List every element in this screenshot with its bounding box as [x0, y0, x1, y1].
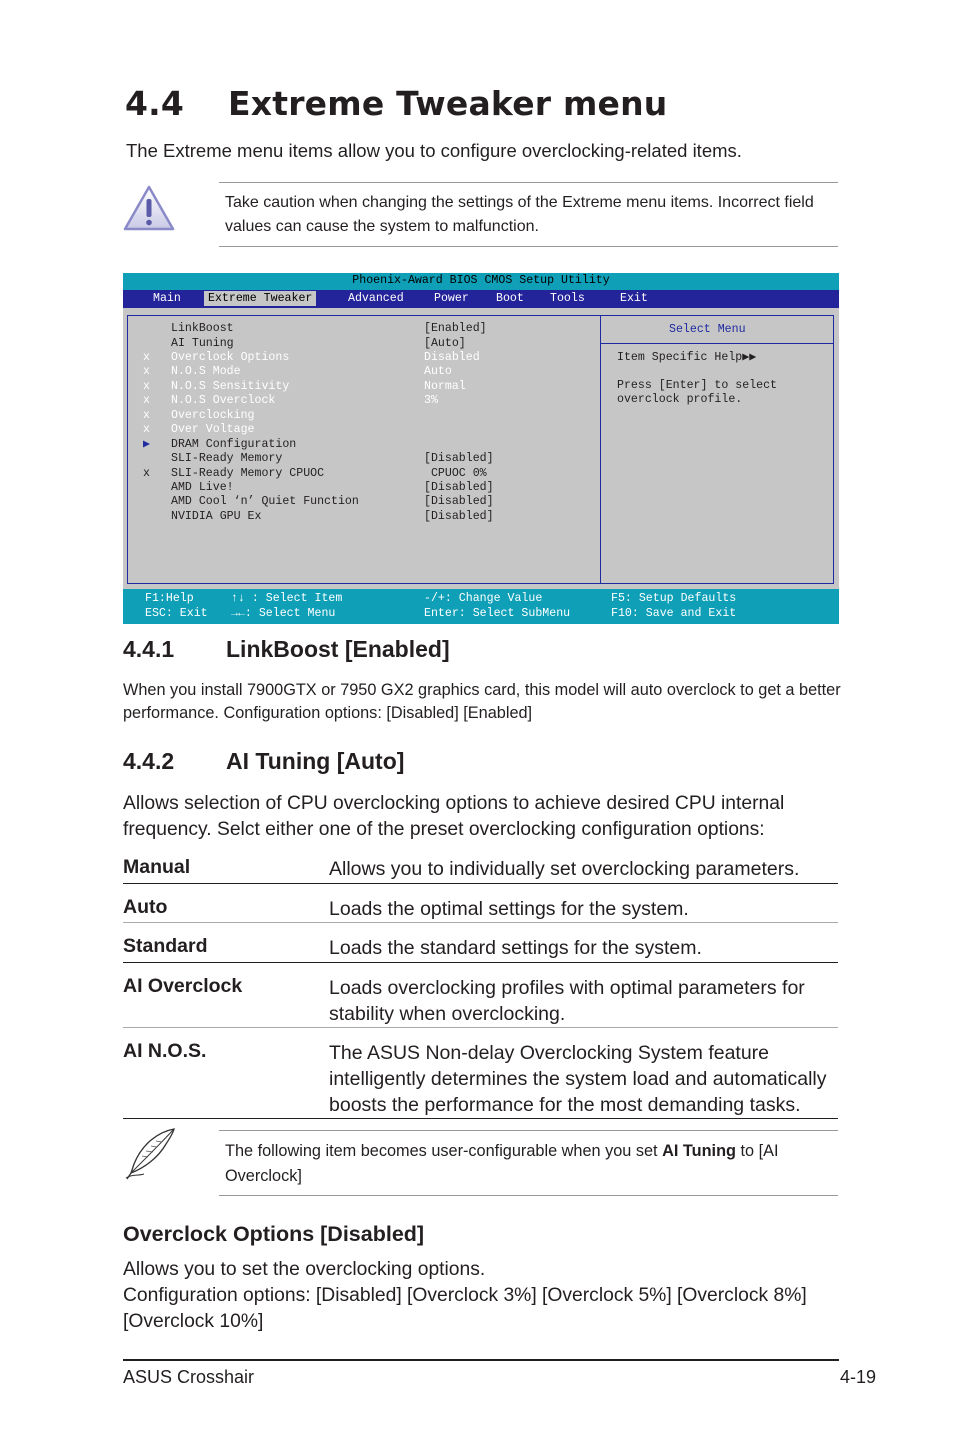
overclock-heading: Overclock Options [Disabled]: [123, 1222, 425, 1246]
note-text-bold: AI Tuning: [662, 1142, 736, 1160]
bios-menu-boot[interactable]: Boot: [496, 292, 524, 305]
bios-menu-advanced[interactable]: Advanced: [348, 292, 404, 305]
bios-item-label: Over Voltage: [171, 423, 255, 437]
section-title-text: Extreme Tweaker menu: [228, 84, 668, 123]
note-text-after: to [AI Overclock]: [225, 1142, 779, 1185]
subsection-442-number: 4.4.2: [123, 748, 175, 774]
subsection-441-number: 4.4.1: [123, 636, 175, 662]
option-row-manual: [123, 856, 838, 884]
bios-item-label[interactable]: AMD Cool ‘n’ Quiet Function: [171, 495, 359, 509]
bios-key-help: F1:Help: [145, 592, 194, 605]
bios-menu-exit[interactable]: Exit: [620, 292, 648, 305]
option-row-ai-overclock: [123, 975, 838, 1028]
bios-item-label: Overclock Options: [171, 350, 290, 364]
bios-divider: [600, 315, 601, 584]
bios-key-select-menu: →←: Select Menu: [231, 607, 336, 620]
footer-product: ASUS Crosshair: [123, 1367, 255, 1387]
bios-key-save-exit: F10: Save and Exit: [611, 607, 737, 620]
bios-screen: [123, 273, 839, 624]
bios-item-value[interactable]: [Disabled]: [424, 452, 494, 465]
bios-item-mark: x: [143, 423, 150, 437]
option-desc: Loads the standard settings for the system.: [329, 937, 702, 959]
bios-help-title: Select Menu: [669, 323, 746, 336]
bios-item-mark: x: [143, 466, 150, 480]
note-text-before: The following item becomes user-configurable when you set: [225, 1142, 663, 1160]
option-desc: Loads the optimal settings for the system.: [329, 898, 689, 920]
bios-item-value[interactable]: [Enabled]: [424, 322, 487, 335]
section-number: 4.4: [125, 84, 185, 123]
bios-item-value[interactable]: [Disabled]: [424, 509, 494, 523]
option-key: Manual: [123, 856, 191, 878]
feather-pen-icon: [122, 1126, 178, 1182]
bios-item-value[interactable]: CPUOC 0%: [424, 466, 487, 480]
bios-help-rule: [601, 343, 833, 344]
bios-item-mark: x: [143, 394, 150, 408]
bios-item-mark: x: [143, 379, 150, 393]
bios-item-label[interactable]: AI Tuning: [171, 336, 234, 350]
bios-item-mark: x: [143, 350, 150, 364]
bios-item-value[interactable]: [Auto]: [424, 336, 466, 350]
subsection-442-text: Allows selection of CPU overclocking options to achieve desired CPU internal frequency. Selct either one of the preset overclocking configuration options:: [123, 793, 785, 840]
bios-menu-extreme-tweaker[interactable]: Extreme Tweaker: [204, 291, 316, 306]
option-desc: The ASUS Non-delay Overclocking System feature intelligently determines the system load and automatically boosts the performance for the most demanding tasks.: [329, 1042, 827, 1116]
bios-item-label[interactable]: DRAM Configuration: [171, 437, 297, 451]
bios-footer: [123, 589, 839, 624]
bios-help-line-1: Item Specific Help▶▶: [617, 351, 757, 364]
subsection-442-heading: [123, 748, 404, 775]
bios-key-esc: ESC: Exit: [145, 607, 208, 620]
bios-key-submenu: Enter: Select SubMenu: [424, 607, 571, 620]
bios-item-value: Disabled: [424, 350, 480, 364]
option-row-standard: [123, 935, 838, 963]
bios-item-label[interactable]: AMD Live!: [171, 480, 234, 494]
bios-item-label[interactable]: LinkBoost: [171, 322, 234, 335]
overclock-line-2: Configuration options: [Disabled] [Overclock 3%] [Overclock 5%] [Overclock 8%] [Overclock 10%]: [123, 1285, 807, 1332]
option-row-auto: [123, 896, 838, 923]
bios-item-label: N.O.S Mode: [171, 365, 241, 379]
option-key: AI Overclock: [123, 975, 243, 997]
bios-menubar: [123, 290, 839, 308]
bios-key-change-value: -/+: Change Value: [424, 592, 543, 605]
bios-key-defaults: F5: Setup Defaults: [611, 592, 737, 605]
bios-item-value: 3%: [424, 394, 438, 408]
option-key: AI N.O.S.: [123, 1040, 207, 1062]
warning-triangle-icon: [122, 184, 176, 232]
bios-menu-power[interactable]: Power: [434, 292, 469, 305]
bios-menu-tools[interactable]: Tools: [550, 292, 585, 305]
footer-page-number: 4-19: [840, 1367, 877, 1387]
bios-menu-main[interactable]: Main: [153, 292, 181, 305]
subsection-441-title: LinkBoost [Enabled]: [226, 636, 450, 662]
bios-item-label: N.O.S Sensitivity: [171, 379, 290, 393]
note-box: [219, 1130, 838, 1196]
overclock-line-1: Allows you to set the overclocking options.: [123, 1259, 486, 1280]
option-desc: Loads overclocking profiles with optimal parameters for stability when overclocking.: [329, 977, 805, 1025]
bios-item-mark: x: [143, 365, 150, 379]
subsection-442-title: AI Tuning [Auto]: [226, 748, 405, 774]
bios-title: Phoenix-Award BIOS CMOS Setup Utility: [123, 273, 839, 290]
option-key: Auto: [123, 896, 168, 918]
option-row-ai-nos: [123, 1040, 838, 1119]
footer-rule: [123, 1359, 839, 1361]
bios-item-value[interactable]: [Disabled]: [424, 495, 494, 509]
bios-item-label: Overclocking: [171, 408, 255, 422]
bios-key-select-item: ↑↓ : Select Item: [231, 592, 343, 605]
option-key: Standard: [123, 935, 208, 957]
option-desc: Allows you to individually set overclocking parameters.: [329, 858, 800, 880]
section-title: [125, 84, 668, 123]
caution-text: Take caution when changing the settings of the Extreme menu items. Incorrect field values can cause the system to malfunction.: [225, 194, 814, 235]
caution-note: [219, 182, 838, 247]
bios-item-mark: ▶: [143, 437, 150, 451]
bios-item-label[interactable]: NVIDIA GPU Ex: [171, 509, 262, 523]
note-text: [219, 1131, 838, 1189]
bios-help-line-3: Press [Enter] to select: [617, 379, 778, 392]
intro-text: The Extreme menu items allow you to configure overclocking-related items.: [126, 140, 742, 161]
bios-item-label: N.O.S Overclock: [171, 394, 276, 408]
bios-item-mark: x: [143, 408, 150, 422]
bios-item-label[interactable]: SLI-Ready Memory: [171, 452, 283, 465]
subsection-441-heading: [123, 636, 450, 663]
bios-item-value: Auto: [424, 365, 452, 379]
bios-help-line-4: overclock profile.: [617, 393, 743, 406]
subsection-441-text: When you install 7900GTX or 7950 GX2 graphics card, this model will auto overclock to get a better performance. Configuration options: [Disabled] [Enabled]: [123, 681, 841, 722]
bios-item-label[interactable]: SLI-Ready Memory CPUOC: [171, 466, 325, 480]
bios-item-value: Normal: [424, 379, 466, 393]
bios-item-value[interactable]: [Disabled]: [424, 480, 494, 494]
